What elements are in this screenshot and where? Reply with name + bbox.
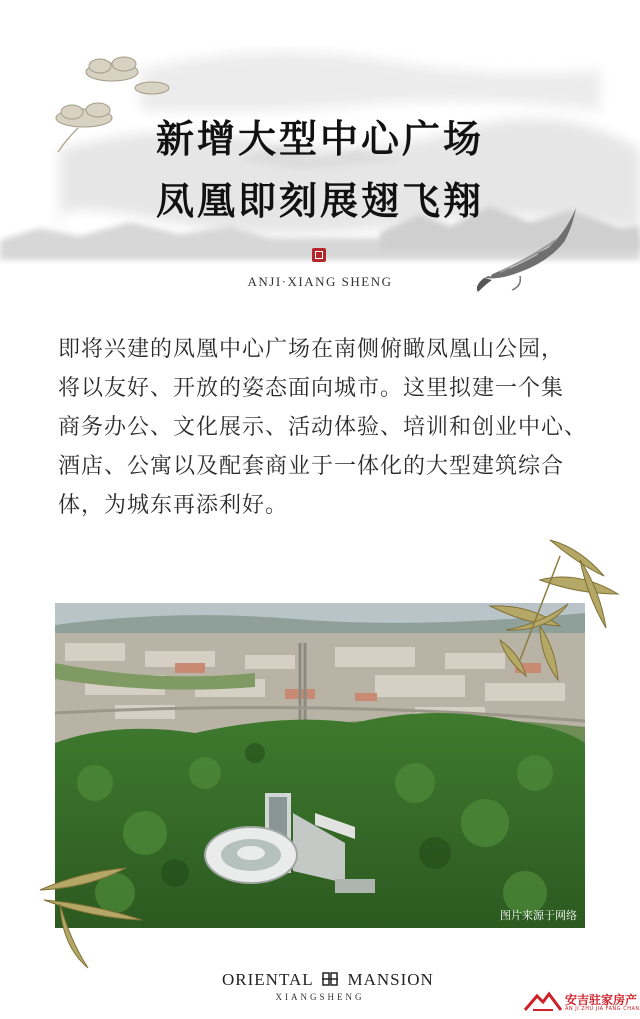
body-line: 即将兴建的凤凰中心广场在南侧俯瞰凤凰山公园， (58, 337, 565, 362)
brand-name-right: MANSION (347, 970, 434, 989)
corner-logo (515, 988, 640, 1016)
brand-logo-icon (322, 971, 338, 987)
footer-brand (222, 970, 434, 1002)
brand-subtitle: ANJI·XIANG SHENG (247, 274, 393, 289)
page-title-line-2: 凤凰即刻展翅飞翔 (155, 178, 484, 223)
page-title-line-1: 新增大型中心广场 (155, 116, 484, 161)
brand-name-left: ORIENTAL (222, 970, 313, 989)
corner-logo-name: 安吉驻家房产 (565, 993, 638, 1007)
body-line: 将以友好、开放的姿态面向城市。这里拟建一个集 (58, 376, 565, 401)
house-roof-icon (523, 990, 563, 1014)
corner-logo-pinyin: AN JI ZHU JIA FANG CHAN (565, 1006, 640, 1012)
body-line: 酒店、公寓以及配套商业于一体化的大型建筑综合 (58, 454, 565, 479)
brand-sub-name: XIANGSHENG (275, 992, 365, 1002)
photo-credit: 图片来源于网络 (500, 909, 577, 922)
body-line: 商务办公、文化展示、活动体验、培训和创业中心、 (58, 415, 588, 440)
body-line: 体，为城东再添利好。 (58, 493, 289, 518)
